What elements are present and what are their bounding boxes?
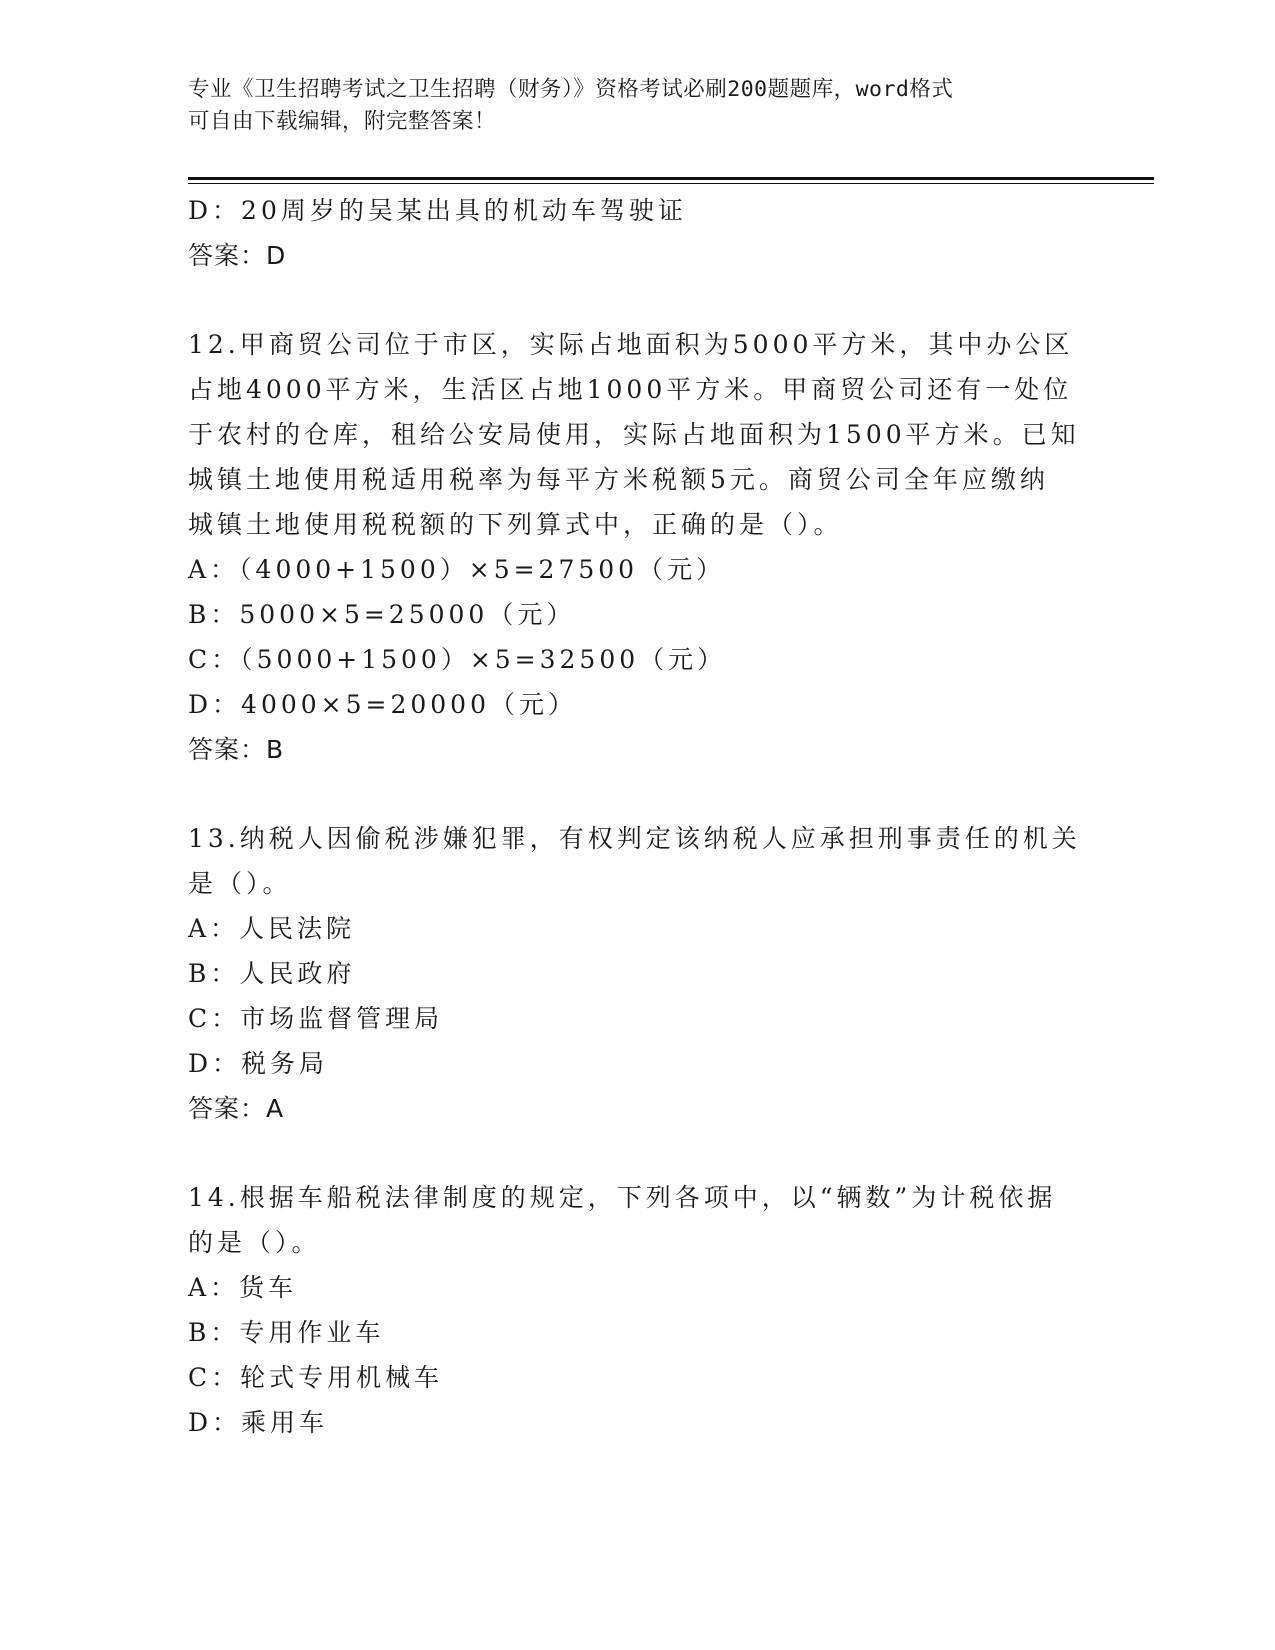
header-rule-thick	[188, 177, 1154, 180]
answer: 答案：A	[188, 1094, 285, 1123]
option-d: D：4000×5=20000（元）	[188, 690, 577, 719]
option-a: A：（4000+1500）×5=27500（元）	[188, 555, 726, 584]
header-line-1: 专业《卫生招聘考试之卫生招聘（财务）》资格考试必刷200题题库，word格式	[188, 77, 954, 102]
option-d: D：税务局	[188, 1049, 329, 1078]
question-stem-line: 12.甲商贸公司位于市区，实际占地面积为5000平方米，其中办公区	[188, 330, 1074, 359]
option-d: D：20周岁的吴某出具的机动车驾驶证	[188, 196, 687, 225]
answer: 答案：D	[188, 241, 287, 270]
question-stem-line: 占地4000平方米，生活区占地1000平方米。甲商贸公司还有一处位	[188, 375, 1073, 404]
option-b: B：专用作业车	[188, 1318, 385, 1347]
header-line-2: 可自由下载编辑，附完整答案！	[188, 109, 497, 134]
option-c: C：（5000+1500）×5=32500（元）	[188, 645, 727, 674]
header-rule-thin	[188, 183, 1154, 184]
question-stem-line: 是（）。	[188, 869, 292, 898]
option-a: A：货车	[188, 1273, 298, 1302]
option-c: C：轮式专用机械车	[188, 1363, 444, 1392]
option-d: D：乘用车	[188, 1408, 329, 1437]
document-header	[188, 74, 1068, 138]
question-stem-line: 13.纳税人因偷税涉嫌犯罪，有权判定该纳税人应承担刑事责任的机关	[188, 824, 1081, 853]
question-14	[188, 1175, 1088, 1445]
option-b: B：人民政府	[188, 959, 356, 988]
question-13	[188, 816, 1088, 1131]
document-body	[188, 188, 1088, 1445]
option-b: B：5000×5=25000（元）	[188, 600, 576, 629]
question-stem-line: 城镇土地使用税税额的下列算式中，正确的是（）。	[188, 510, 843, 539]
question-stem-line: 于农村的仓库，租给公安局使用，实际占地面积为1500平方米。已知	[188, 420, 1080, 449]
question-12	[188, 322, 1088, 772]
answer: 答案：B	[188, 735, 285, 764]
question-stem-line: 城镇土地使用税适用税率为每平方米税额5元。商贸公司全年应缴纳	[188, 465, 1049, 494]
spacer	[188, 278, 1088, 322]
spacer	[188, 1131, 1088, 1175]
question-stem-line: 的是（）。	[188, 1228, 321, 1257]
question-stem-line: 14.根据车船税法律制度的规定，下列各项中，以“辆数”为计税依据	[188, 1183, 1057, 1212]
option-c: C：市场监督管理局	[188, 1004, 444, 1033]
option-a: A：人民法院	[188, 914, 356, 943]
spacer	[188, 772, 1088, 816]
